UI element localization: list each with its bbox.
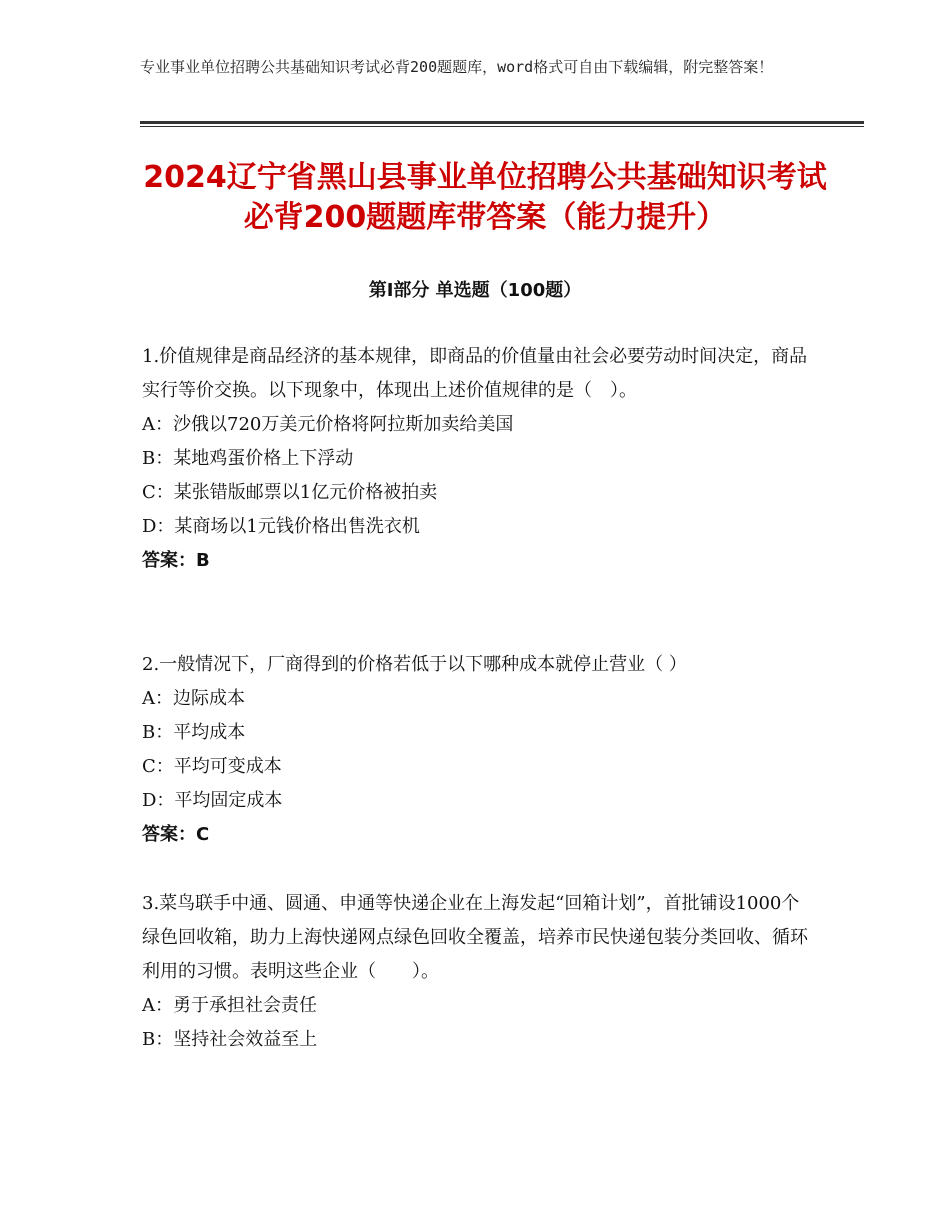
answer: 答案：C bbox=[142, 824, 210, 845]
question-3 bbox=[142, 887, 812, 1057]
option-c: C：某张错版邮票以1亿元价格被拍卖 bbox=[142, 482, 438, 503]
header-note: 专业事业单位招聘公共基础知识考试必背200题题库，word格式可自由下载编辑，附完整答案！ bbox=[140, 58, 774, 76]
document-title: 2024辽宁省黑山县事业单位招聘公共基础知识考试必背200题题库带答案（能力提升） bbox=[143, 160, 827, 235]
option-b: B：坚持社会效益至上 bbox=[142, 1029, 318, 1050]
option-d: D：平均固定成本 bbox=[142, 790, 283, 811]
header-rule-thick bbox=[140, 121, 864, 124]
question-stem: 3.菜鸟联手中通、圆通、申通等快递企业在上海发起“回箱计划”，首批铺设1000个绿色回收箱，助力上海快递网点绿色回收全覆盖，培养市民快递包装分类回收、循环利用的习惯。表明这些企业（ ）。 bbox=[142, 893, 808, 982]
question-stem: 1.价值规律是商品经济的基本规律，即商品的价值量由社会必要劳动时间决定，商品实行等价交换。以下现象中，体现出上述价值规律的是（ ）。 bbox=[142, 346, 808, 401]
option-a: A：沙俄以720万美元价格将阿拉斯加卖给美国 bbox=[142, 414, 514, 435]
option-d: D：某商场以1元钱价格出售洗衣机 bbox=[142, 516, 420, 537]
header-rule-thin bbox=[140, 126, 864, 127]
question-1 bbox=[142, 340, 812, 578]
option-a: A：勇于承担社会责任 bbox=[142, 995, 317, 1016]
option-b: B：某地鸡蛋价格上下浮动 bbox=[142, 448, 354, 469]
section-heading: 第I部分 单选题（100题） bbox=[368, 280, 582, 301]
question-2 bbox=[142, 648, 812, 852]
option-c: C：平均可变成本 bbox=[142, 756, 282, 777]
option-b: B：平均成本 bbox=[142, 722, 246, 743]
question-stem: 2.一般情况下，厂商得到的价格若低于以下哪种成本就停止营业（ ） bbox=[142, 654, 687, 675]
answer: 答案：B bbox=[142, 550, 210, 571]
option-a: A：边际成本 bbox=[142, 688, 245, 709]
